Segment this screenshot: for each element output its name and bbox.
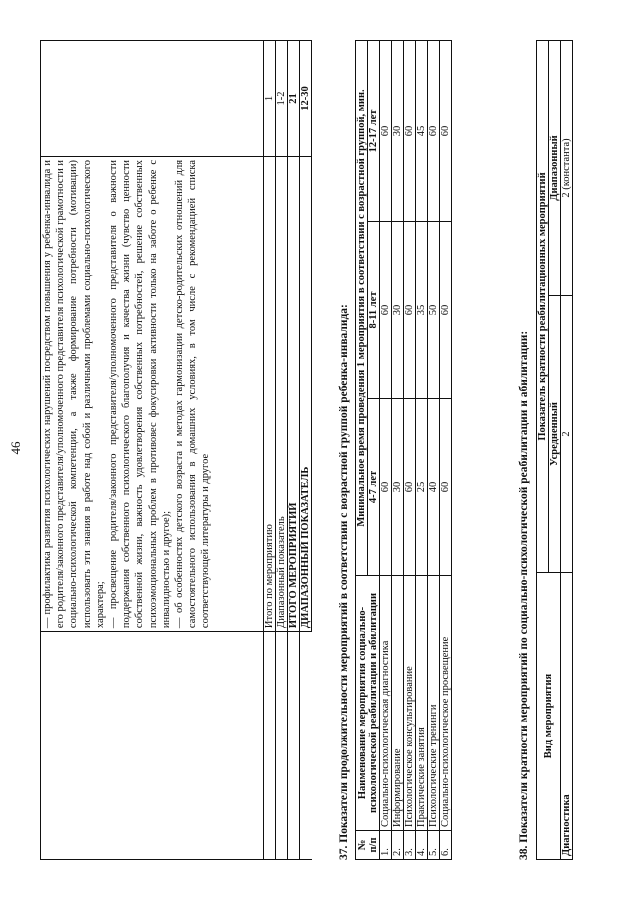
- paragraph-education: — просвещение родителя/законного представителя/уполномоченного представителя о важности поддержания собственного психологического благополучия и качества жизни (чувство ценности собственной жизни, важность удовлетворения собственных потребностей, решение собственных психоэмоциональных проблем в противовес фокусировки активности только на заботе о ребенке с инвалидностью и другое);: [108, 159, 172, 629]
- col-frequency-header: Показатель кратности реабилитационных мероприятий: [537, 41, 549, 573]
- total-row: [264, 41, 276, 860]
- range-label: Диапазонный показатель: [276, 156, 288, 631]
- paragraph-prevention: — профилактика развития психологических нарушений посредством повышения у ребенка-инвалида и его родителя/законного представителя/уполномоченного представителя психологической грамотности и социально-психологической компетенции, а также формирование потребности (мотивации) использовать эти знания в работе над собой и различными проблемами социально-психологического характера;: [42, 159, 106, 629]
- paragraph-child-age: — об особенностях детского возраста и методах гармонизации детско-родительских отношений для самостоятельного использования в домашних условиях, в том числе с рекомендацией списка соответствующей литературы и другое: [174, 159, 212, 629]
- age-8-11-header: 8-11 лет: [368, 222, 380, 399]
- table-row: 3. Психологическое консультирование 60 60 60: [404, 41, 416, 860]
- description-row: [41, 41, 264, 860]
- range-value: 1-2: [276, 41, 288, 157]
- col-activity-header: Вид мероприятия: [537, 573, 561, 860]
- col-average-header: Усредненный: [549, 296, 561, 573]
- col-range-header: Диапазонный: [549, 41, 561, 296]
- section-37-title: 37. Показатели продолжительности мероприятий в соответствии с возрастной группой ребенка-инвалида:: [338, 304, 350, 860]
- table-row: 1. Социально-психологическая диагностика 60 60 60: [380, 41, 392, 860]
- total-value: 1: [264, 41, 276, 157]
- total-label: Итого по мероприятию: [264, 156, 276, 631]
- grand-total-value: 21: [288, 41, 300, 157]
- table-row: 4. Практические занятия 25 35 45: [416, 41, 428, 860]
- age-4-7-header: 4-7 лет: [368, 399, 380, 576]
- grand-total-row: [288, 41, 300, 860]
- grand-range-row: [300, 41, 312, 860]
- frequency-header-row: [537, 41, 549, 860]
- table-row: 2. Информирование 30 30 30: [392, 41, 404, 860]
- description-cell: [41, 156, 264, 631]
- grand-range-value: 12-30: [300, 41, 312, 157]
- continuation-table: [40, 40, 312, 860]
- age-12-17-header: 12-17 лет: [368, 41, 380, 222]
- table-row: Диагностика 2 2 (константа): [561, 41, 573, 860]
- grand-range-label: ДИАПАЗОННЫЙ ПОКАЗАТЕЛЬ: [300, 156, 312, 631]
- duration-table: [355, 40, 452, 860]
- duration-header-row: [356, 41, 368, 860]
- col-time-header: Минимальное время проведения 1 мероприятия в соответствии с возрастной группой, мин.: [356, 41, 368, 576]
- table-row: 5. Психологические тренинги 40 50 60: [428, 41, 440, 860]
- frequency-table: [536, 40, 573, 860]
- section-38-title: 38. Показатели кратности мероприятий по социально-психологической реабилитации и абилитации:: [518, 330, 530, 860]
- col-number-header: № п/п: [356, 831, 380, 860]
- table-row: 6. Социально-психологическое просвещение 60 60 60: [440, 41, 452, 860]
- range-row: [276, 41, 288, 860]
- page-number: 46: [8, 441, 23, 455]
- grand-total-label: ИТОГО МЕРОПРИЯТИЙ: [288, 156, 300, 631]
- col-name-header: Наименование мероприятия социально-психологической реабилитации и абилитации: [356, 576, 380, 831]
